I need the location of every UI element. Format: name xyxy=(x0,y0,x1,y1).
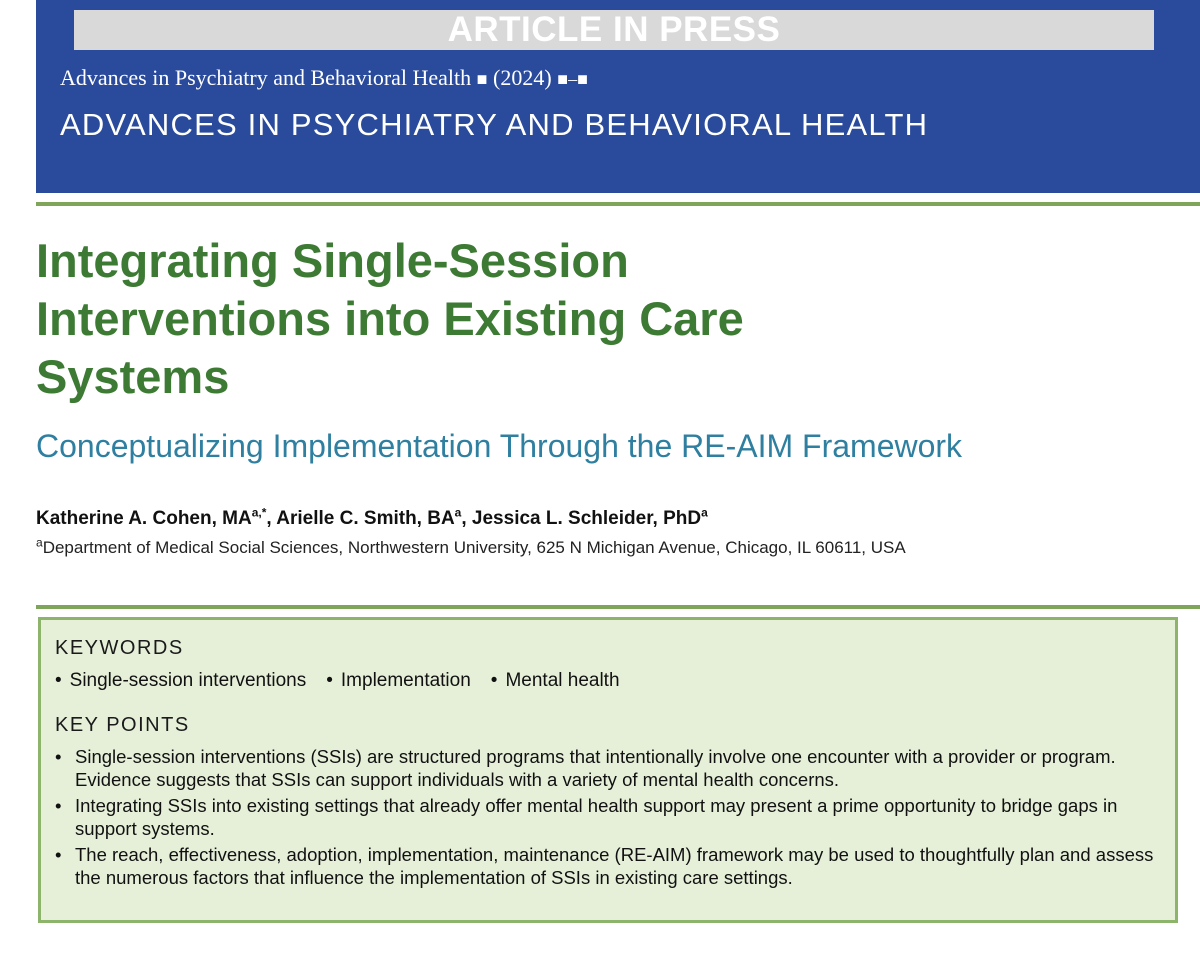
author-affiliation-mark: a,* xyxy=(251,505,267,520)
key-point-item: • The reach, effectiveness, adoption, implementation, maintenance (RE-AIM) framework may be used to thoughtfully plan and assess the numerous factors that influence the implementation of SSIs in existing care settings. xyxy=(55,843,1165,889)
affiliation-text: Department of Medical Social Sciences, Northwestern University, 625 N Michigan Avenue, Chicago, IL 60611, USA xyxy=(42,538,906,557)
author-list xyxy=(36,506,708,532)
keyword-item: • Implementation xyxy=(326,668,471,694)
top-divider xyxy=(36,202,1200,206)
affiliation xyxy=(36,536,906,560)
journal-citation-year: (2024) xyxy=(493,65,552,90)
journal-citation-name: Advances in Psychiatry and Behavioral Health xyxy=(60,65,472,90)
key-points-list xyxy=(55,745,1165,892)
author-affiliation-mark: a xyxy=(701,505,708,520)
keyword-list xyxy=(55,668,620,694)
article-title: Integrating Single-Session Interventions into Existing Care Systems xyxy=(36,234,744,403)
article-subtitle: Conceptualizing Implementation Through the RE-AIM Framework xyxy=(36,428,963,464)
author-affiliation-mark: a xyxy=(454,505,462,520)
author-separator: , xyxy=(461,508,472,529)
section-divider xyxy=(36,605,1200,609)
key-point-item: • Single-session interventions (SSIs) are structured programs that intentionally involve one encounter with a provider or program. Evidence suggests that SSIs can support individuals with a variety of mental health concerns. xyxy=(55,745,1165,791)
key-points-heading: KEY POINTS xyxy=(55,714,190,736)
page-range-placeholder: ■–■ xyxy=(557,69,588,89)
affiliation-mark: a xyxy=(36,535,43,550)
keywords-box xyxy=(38,617,1178,923)
key-point-item: • Integrating SSIs into existing settings that already offer mental health support may present a prime opportunity to bridge gaps in support systems. xyxy=(55,794,1165,840)
journal-header xyxy=(36,0,1200,193)
author-name: Arielle C. Smith, BA xyxy=(276,508,455,529)
keyword-item: • Mental health xyxy=(491,668,620,694)
keywords-heading: KEYWORDS xyxy=(55,637,184,659)
volume-placeholder-mark: ■ xyxy=(476,69,488,89)
author-name: Katherine A. Cohen, MA xyxy=(36,508,252,529)
journal-name: ADVANCES IN PSYCHIATRY AND BEHAVIORAL HEALTH xyxy=(60,107,929,142)
article-in-press-banner: ARTICLE IN PRESS xyxy=(74,10,1154,50)
author-name: Jessica L. Schleider, PhD xyxy=(471,508,702,529)
keyword-item: • Single-session interventions xyxy=(55,668,306,694)
journal-citation-line xyxy=(60,63,588,94)
author-separator: , xyxy=(266,508,277,529)
